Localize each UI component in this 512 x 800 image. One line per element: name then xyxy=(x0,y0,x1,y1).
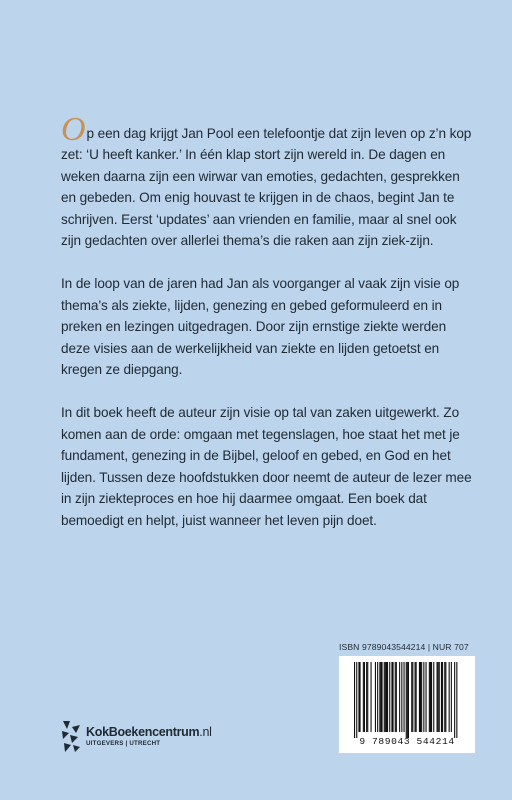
barcode-bar xyxy=(407,662,408,738)
blurb-paragraph-1-text: p een dag krijgt Jan Pool een telefoontje dat zijn leven op z’n kop zet: ‘U heeft kanker.’ In één klap stort zijn wereld in. De dagen en weken daarna zijn een wirwar van emoties, gedachten, gesprekken en gebeden. Om enig houvast te krijgen in de chaos, begint Jan te schrijven. Eerst ‘updates’ aan vrienden en familie, maar al snel ook zijn gedachten over allerlei thema’s die raken aan zijn ziek-zijn. xyxy=(61,126,472,249)
barcode-bar xyxy=(399,662,400,732)
barcode-bar xyxy=(430,662,431,732)
barcode-bar xyxy=(391,662,392,732)
barcode-bar xyxy=(377,662,378,732)
publisher-logo xyxy=(60,716,212,756)
barcode-bar xyxy=(441,662,442,732)
barcode-bar xyxy=(449,662,450,732)
publisher-name: KokBoekencentrum.nl xyxy=(86,725,212,739)
barcode-bar xyxy=(382,662,383,732)
barcode-bar xyxy=(393,662,394,732)
barcode-bar xyxy=(438,662,439,732)
barcode-bar xyxy=(442,662,443,732)
barcode-bar xyxy=(454,662,455,738)
barcode-bar xyxy=(411,662,412,732)
barcode-digits: 9 789043 544214 xyxy=(359,736,455,747)
barcode-bar xyxy=(360,662,361,732)
barcode-bar xyxy=(408,662,409,738)
barcode-bar xyxy=(445,662,446,732)
barcode-bar xyxy=(401,662,402,732)
barcode-bar xyxy=(363,662,364,732)
barcode-bar xyxy=(426,662,427,732)
barcode-bar xyxy=(371,662,372,732)
barcode-bar xyxy=(431,662,432,732)
back-cover-blurb xyxy=(61,111,473,553)
barcode-bar xyxy=(429,662,430,732)
barcode-bar xyxy=(439,662,440,732)
barcode-bar xyxy=(420,662,421,732)
barcode-bar xyxy=(404,662,405,732)
barcode-bar xyxy=(423,662,424,732)
barcode-bar xyxy=(437,662,438,732)
barcode-bar xyxy=(386,662,387,732)
barcode-bar xyxy=(433,662,434,732)
publisher-mark-icon xyxy=(60,719,82,753)
barcode-bar xyxy=(396,662,397,732)
barcode-bar xyxy=(395,662,396,732)
barcode xyxy=(339,656,475,753)
barcode-bar xyxy=(380,662,381,732)
barcode-bar xyxy=(358,662,359,732)
barcode-bar xyxy=(364,662,365,732)
barcode-bars xyxy=(339,656,475,738)
barcode-bar xyxy=(379,662,380,732)
publisher-subtitle: UITGEVERS | UTRECHT xyxy=(86,740,161,747)
barcode-bar xyxy=(384,662,385,732)
barcode-bar xyxy=(385,662,386,732)
isbn-nur-line: ISBN 9789043544214 | NUR 707 xyxy=(339,642,469,652)
barcode-bar xyxy=(367,662,368,732)
barcode-bar xyxy=(456,662,457,738)
barcode-bar xyxy=(416,662,417,732)
blurb-paragraph-1 xyxy=(61,111,473,251)
barcode-bar xyxy=(419,662,420,732)
barcode-bar xyxy=(375,662,376,732)
barcode-bar xyxy=(387,662,388,732)
barcode-bar xyxy=(412,662,413,732)
blurb-paragraph-2: In de loop van de jaren had Jan als voorganger al vaak zijn visie op thema’s als ziekte, lijden, genezing en gebed geformuleerd en in preken en lezingen uitgedragen. Door zijn ernstige ziekte werden deze visies aan de werkelijkheid van ziekte en lijden getoetst en kregen ze diepgang. xyxy=(61,276,460,378)
barcode-bar xyxy=(389,662,390,732)
barcode-bar xyxy=(415,662,416,732)
barcode-bar xyxy=(444,662,445,732)
drop-cap: O xyxy=(61,111,86,148)
barcode-bar xyxy=(406,662,407,738)
barcode-bar xyxy=(356,662,357,738)
barcode-bar xyxy=(354,662,355,738)
barcode-bar xyxy=(451,662,452,732)
barcode-bar xyxy=(421,662,422,732)
barcode-bar xyxy=(366,662,367,732)
blurb-paragraph-3: In dit boek heeft de auteur zijn visie op tal van zaken uitgewerkt. Zo komen aan de orde: omgaan met tegenslagen, hoe staat het met je fundament, genezing in de Bijbel, geloof en gebed, en God en het lijden. Tussen deze hoofdstukken door neemt de auteur de lezer mee in zijn ziekteproces en hoe hij daarmee omgaat. Een boek dat bemoedigt en helpt, juist wanneer het leven pijn doet. xyxy=(61,405,472,528)
